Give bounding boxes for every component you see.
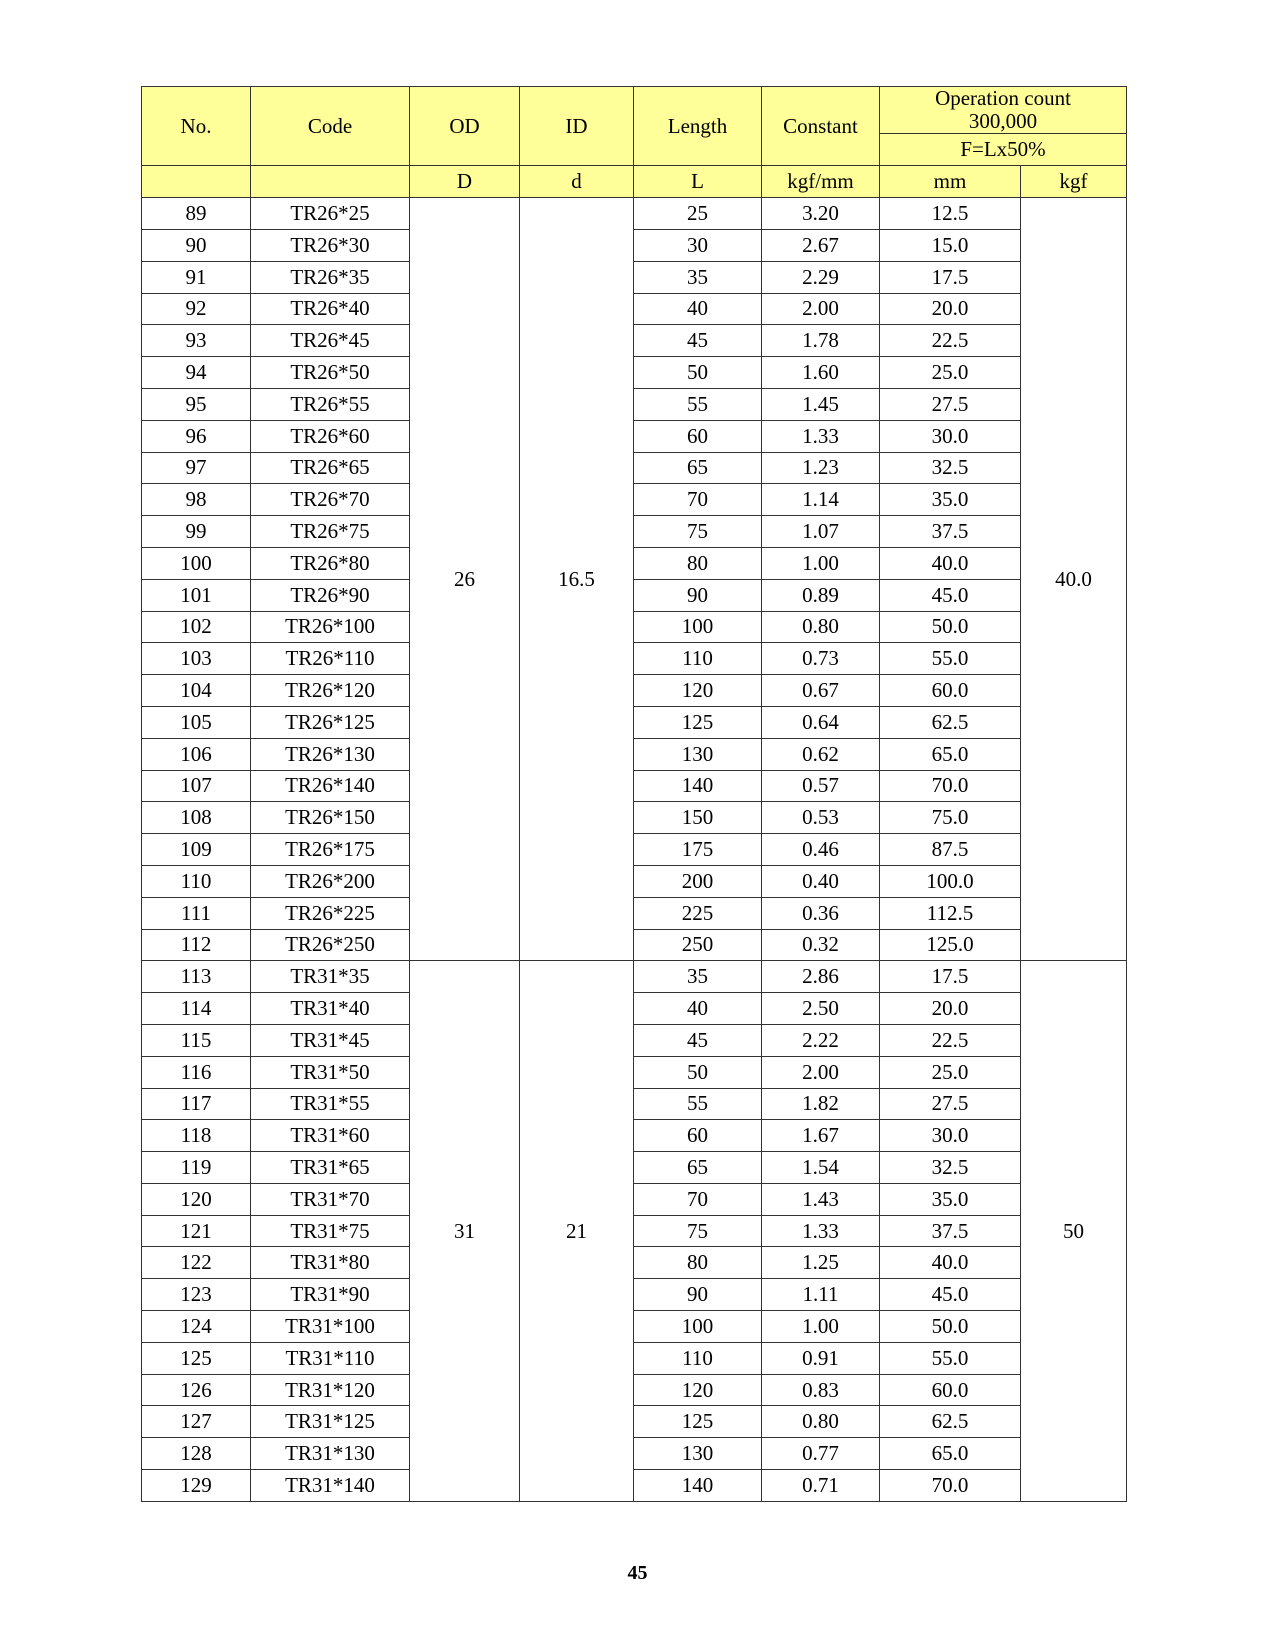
cell-length: 90 — [634, 579, 762, 611]
table-body — [142, 198, 1127, 1502]
cell-deflection: 17.5 — [880, 961, 1021, 993]
cell-length: 50 — [634, 357, 762, 389]
cell-length: 65 — [634, 1152, 762, 1184]
cell-code: TR31*35 — [251, 961, 410, 993]
cell-deflection: 25.0 — [880, 1056, 1021, 1088]
cell-length: 250 — [634, 929, 762, 961]
cell-no: 93 — [142, 325, 251, 357]
table-row — [142, 229, 1127, 261]
operation-count-value: 300,000 — [968, 109, 1038, 134]
cell-no: 102 — [142, 611, 251, 643]
cell-code: TR31*110 — [251, 1342, 410, 1374]
cell-no: 103 — [142, 643, 251, 675]
cell-constant: 0.40 — [762, 865, 880, 897]
header-constant: Constant — [762, 87, 880, 166]
table-row — [142, 1406, 1127, 1438]
cell-deflection: 25.0 — [880, 357, 1021, 389]
cell-no: 111 — [142, 897, 251, 929]
cell-deflection: 17.5 — [880, 261, 1021, 293]
table-row — [142, 993, 1127, 1025]
cell-no: 97 — [142, 452, 251, 484]
cell-code: TR26*120 — [251, 675, 410, 707]
cell-od: 26 — [410, 198, 520, 961]
header-no: No. — [142, 87, 251, 166]
cell-no: 107 — [142, 770, 251, 802]
header-spacer-code — [251, 166, 410, 198]
table-row — [142, 643, 1127, 675]
cell-constant: 1.78 — [762, 325, 880, 357]
page-number: 45 — [627, 1562, 648, 1584]
cell-deflection: 35.0 — [880, 1183, 1021, 1215]
cell-no: 122 — [142, 1247, 251, 1279]
table-row — [142, 961, 1127, 993]
table-row — [142, 738, 1127, 770]
table-row — [142, 547, 1127, 579]
cell-constant: 1.25 — [762, 1247, 880, 1279]
cell-length: 35 — [634, 961, 762, 993]
table-row — [142, 1152, 1127, 1184]
table-row — [142, 865, 1127, 897]
cell-length: 25 — [634, 198, 762, 230]
table-row — [142, 1024, 1127, 1056]
cell-deflection: 75.0 — [880, 802, 1021, 834]
cell-length: 50 — [634, 1056, 762, 1088]
cell-code: TR26*30 — [251, 229, 410, 261]
cell-deflection: 40.0 — [880, 547, 1021, 579]
cell-constant: 1.14 — [762, 484, 880, 516]
cell-length: 45 — [634, 325, 762, 357]
cell-deflection: 12.5 — [880, 198, 1021, 230]
cell-code: TR26*250 — [251, 929, 410, 961]
table-row — [142, 420, 1127, 452]
cell-deflection: 70.0 — [880, 770, 1021, 802]
cell-constant: 0.67 — [762, 675, 880, 707]
cell-constant: 0.89 — [762, 579, 880, 611]
cell-code: TR26*35 — [251, 261, 410, 293]
cell-no: 101 — [142, 579, 251, 611]
cell-length: 130 — [634, 1438, 762, 1470]
cell-deflection: 45.0 — [880, 1279, 1021, 1311]
cell-code: TR31*45 — [251, 1024, 410, 1056]
cell-constant: 0.64 — [762, 706, 880, 738]
cell-length: 35 — [634, 261, 762, 293]
table-row — [142, 516, 1127, 548]
cell-code: TR26*80 — [251, 547, 410, 579]
cell-deflection: 27.5 — [880, 1088, 1021, 1120]
cell-deflection: 55.0 — [880, 643, 1021, 675]
header-formula: F=Lx50% — [880, 134, 1127, 166]
cell-code: TR31*90 — [251, 1279, 410, 1311]
cell-no: 99 — [142, 516, 251, 548]
cell-constant: 0.80 — [762, 1406, 880, 1438]
cell-no: 119 — [142, 1152, 251, 1184]
cell-code: TR26*90 — [251, 579, 410, 611]
cell-no: 89 — [142, 198, 251, 230]
table-row — [142, 834, 1127, 866]
cell-length: 55 — [634, 1088, 762, 1120]
unit-id: d — [520, 166, 634, 198]
cell-constant: 3.20 — [762, 198, 880, 230]
table-row — [142, 1470, 1127, 1502]
table-row — [142, 1247, 1127, 1279]
cell-constant: 0.57 — [762, 770, 880, 802]
cell-deflection: 15.0 — [880, 229, 1021, 261]
cell-length: 125 — [634, 706, 762, 738]
header-od: OD — [410, 87, 520, 166]
header-operation-count — [880, 87, 1127, 134]
header-id: ID — [520, 87, 634, 166]
cell-no: 114 — [142, 993, 251, 1025]
cell-length: 120 — [634, 1374, 762, 1406]
unit-force: kgf — [1021, 166, 1127, 198]
table-row — [142, 675, 1127, 707]
cell-length: 150 — [634, 802, 762, 834]
cell-constant: 0.53 — [762, 802, 880, 834]
cell-no: 91 — [142, 261, 251, 293]
cell-no: 96 — [142, 420, 251, 452]
cell-no: 116 — [142, 1056, 251, 1088]
header-spacer-no — [142, 166, 251, 198]
cell-code: TR31*140 — [251, 1470, 410, 1502]
cell-constant: 1.07 — [762, 516, 880, 548]
cell-code: TR26*70 — [251, 484, 410, 516]
cell-deflection: 100.0 — [880, 865, 1021, 897]
cell-length: 110 — [634, 1342, 762, 1374]
cell-code: TR31*50 — [251, 1056, 410, 1088]
table-row — [142, 484, 1127, 516]
cell-no: 117 — [142, 1088, 251, 1120]
table-row — [142, 452, 1127, 484]
cell-id: 16.5 — [520, 198, 634, 961]
cell-code: TR26*60 — [251, 420, 410, 452]
cell-code: TR31*75 — [251, 1215, 410, 1247]
cell-constant: 2.00 — [762, 293, 880, 325]
header-length: Length — [634, 87, 762, 166]
table-row — [142, 1279, 1127, 1311]
cell-constant: 2.86 — [762, 961, 880, 993]
cell-code: TR26*225 — [251, 897, 410, 929]
cell-length: 70 — [634, 484, 762, 516]
cell-code: TR26*50 — [251, 357, 410, 389]
table-row — [142, 706, 1127, 738]
table-row — [142, 929, 1127, 961]
cell-deflection: 30.0 — [880, 420, 1021, 452]
table-row — [142, 1342, 1127, 1374]
cell-deflection: 27.5 — [880, 388, 1021, 420]
cell-length: 45 — [634, 1024, 762, 1056]
cell-constant: 1.82 — [762, 1088, 880, 1120]
cell-length: 200 — [634, 865, 762, 897]
cell-no: 126 — [142, 1374, 251, 1406]
cell-constant: 2.29 — [762, 261, 880, 293]
cell-constant: 1.45 — [762, 388, 880, 420]
cell-length: 40 — [634, 293, 762, 325]
cell-no: 95 — [142, 388, 251, 420]
cell-no: 123 — [142, 1279, 251, 1311]
table-row — [142, 1311, 1127, 1343]
table-row — [142, 357, 1127, 389]
cell-constant: 2.22 — [762, 1024, 880, 1056]
cell-code: TR26*75 — [251, 516, 410, 548]
cell-no: 104 — [142, 675, 251, 707]
table-row — [142, 579, 1127, 611]
cell-no: 112 — [142, 929, 251, 961]
cell-no: 90 — [142, 229, 251, 261]
cell-constant: 0.73 — [762, 643, 880, 675]
cell-code: TR26*125 — [251, 706, 410, 738]
cell-constant: 0.77 — [762, 1438, 880, 1470]
cell-code: TR31*80 — [251, 1247, 410, 1279]
cell-id: 21 — [520, 961, 634, 1502]
cell-force: 50 — [1021, 961, 1127, 1502]
cell-code: TR31*65 — [251, 1152, 410, 1184]
cell-code: TR26*55 — [251, 388, 410, 420]
cell-constant: 0.46 — [762, 834, 880, 866]
operation-count-label: Operation count — [935, 86, 1071, 110]
cell-code: TR31*125 — [251, 1406, 410, 1438]
cell-deflection: 35.0 — [880, 484, 1021, 516]
cell-constant: 1.00 — [762, 1311, 880, 1343]
cell-deflection: 70.0 — [880, 1470, 1021, 1502]
cell-no: 125 — [142, 1342, 251, 1374]
cell-constant: 0.32 — [762, 929, 880, 961]
cell-no: 109 — [142, 834, 251, 866]
cell-length: 55 — [634, 388, 762, 420]
cell-code: TR26*110 — [251, 643, 410, 675]
cell-length: 75 — [634, 1215, 762, 1247]
cell-constant: 2.50 — [762, 993, 880, 1025]
table-row — [142, 1215, 1127, 1247]
cell-length: 125 — [634, 1406, 762, 1438]
cell-deflection: 65.0 — [880, 738, 1021, 770]
cell-length: 60 — [634, 1120, 762, 1152]
unit-length: L — [634, 166, 762, 198]
cell-constant: 0.91 — [762, 1342, 880, 1374]
cell-length: 60 — [634, 420, 762, 452]
cell-no: 106 — [142, 738, 251, 770]
cell-deflection: 125.0 — [880, 929, 1021, 961]
cell-length: 100 — [634, 1311, 762, 1343]
cell-length: 65 — [634, 452, 762, 484]
cell-no: 115 — [142, 1024, 251, 1056]
cell-deflection: 60.0 — [880, 675, 1021, 707]
cell-code: TR26*130 — [251, 738, 410, 770]
header-code: Code — [251, 87, 410, 166]
cell-deflection: 22.5 — [880, 1024, 1021, 1056]
cell-code: TR31*130 — [251, 1438, 410, 1470]
cell-constant: 2.00 — [762, 1056, 880, 1088]
table-row — [142, 897, 1127, 929]
cell-code: TR26*200 — [251, 865, 410, 897]
cell-length: 70 — [634, 1183, 762, 1215]
cell-code: TR31*70 — [251, 1183, 410, 1215]
cell-constant: 0.80 — [762, 611, 880, 643]
table-row — [142, 293, 1127, 325]
cell-constant: 1.00 — [762, 547, 880, 579]
cell-constant: 2.67 — [762, 229, 880, 261]
table-row — [142, 611, 1127, 643]
cell-constant: 1.43 — [762, 1183, 880, 1215]
table-row — [142, 1088, 1127, 1120]
cell-length: 140 — [634, 770, 762, 802]
cell-deflection: 50.0 — [880, 1311, 1021, 1343]
cell-length: 80 — [634, 1247, 762, 1279]
cell-no: 98 — [142, 484, 251, 516]
cell-constant: 0.83 — [762, 1374, 880, 1406]
cell-length: 80 — [634, 547, 762, 579]
table-row — [142, 388, 1127, 420]
cell-no: 108 — [142, 802, 251, 834]
cell-deflection: 45.0 — [880, 579, 1021, 611]
cell-deflection: 30.0 — [880, 1120, 1021, 1152]
cell-length: 175 — [634, 834, 762, 866]
cell-code: TR26*45 — [251, 325, 410, 357]
cell-no: 110 — [142, 865, 251, 897]
cell-code: TR26*40 — [251, 293, 410, 325]
cell-deflection: 112.5 — [880, 897, 1021, 929]
cell-no: 113 — [142, 961, 251, 993]
unit-od: D — [410, 166, 520, 198]
table-row — [142, 261, 1127, 293]
cell-constant: 1.60 — [762, 357, 880, 389]
table-row — [142, 1120, 1127, 1152]
cell-constant: 1.23 — [762, 452, 880, 484]
unit-constant: kgf/mm — [762, 166, 880, 198]
table-row — [142, 1183, 1127, 1215]
cell-length: 30 — [634, 229, 762, 261]
cell-constant: 1.33 — [762, 1215, 880, 1247]
cell-no: 129 — [142, 1470, 251, 1502]
table-row — [142, 1374, 1127, 1406]
cell-deflection: 60.0 — [880, 1374, 1021, 1406]
table-row — [142, 1438, 1127, 1470]
cell-no: 121 — [142, 1215, 251, 1247]
cell-length: 130 — [634, 738, 762, 770]
cell-force: 40.0 — [1021, 198, 1127, 961]
cell-no: 100 — [142, 547, 251, 579]
cell-constant: 0.36 — [762, 897, 880, 929]
cell-no: 118 — [142, 1120, 251, 1152]
table-row — [142, 802, 1127, 834]
cell-code: TR26*175 — [251, 834, 410, 866]
cell-no: 120 — [142, 1183, 251, 1215]
cell-code: TR26*65 — [251, 452, 410, 484]
spring-spec-table — [141, 86, 1127, 1502]
cell-deflection: 65.0 — [880, 1438, 1021, 1470]
cell-code: TR31*40 — [251, 993, 410, 1025]
cell-deflection: 62.5 — [880, 706, 1021, 738]
cell-deflection: 62.5 — [880, 1406, 1021, 1438]
cell-code: TR31*100 — [251, 1311, 410, 1343]
cell-deflection: 20.0 — [880, 293, 1021, 325]
cell-code: TR26*140 — [251, 770, 410, 802]
cell-length: 90 — [634, 1279, 762, 1311]
table-row — [142, 770, 1127, 802]
cell-code: TR26*25 — [251, 198, 410, 230]
cell-code: TR26*100 — [251, 611, 410, 643]
cell-code: TR31*55 — [251, 1088, 410, 1120]
cell-code: TR31*120 — [251, 1374, 410, 1406]
cell-no: 105 — [142, 706, 251, 738]
cell-code: TR26*150 — [251, 802, 410, 834]
cell-od: 31 — [410, 961, 520, 1502]
cell-constant: 1.67 — [762, 1120, 880, 1152]
cell-constant: 0.71 — [762, 1470, 880, 1502]
cell-constant: 1.11 — [762, 1279, 880, 1311]
cell-constant: 0.62 — [762, 738, 880, 770]
cell-constant: 1.33 — [762, 420, 880, 452]
cell-constant: 1.54 — [762, 1152, 880, 1184]
cell-deflection: 37.5 — [880, 1215, 1021, 1247]
unit-deflection: mm — [880, 166, 1021, 198]
cell-deflection: 32.5 — [880, 1152, 1021, 1184]
cell-length: 40 — [634, 993, 762, 1025]
cell-length: 110 — [634, 643, 762, 675]
cell-deflection: 87.5 — [880, 834, 1021, 866]
cell-no: 127 — [142, 1406, 251, 1438]
table-row — [142, 325, 1127, 357]
cell-length: 120 — [634, 675, 762, 707]
cell-deflection: 32.5 — [880, 452, 1021, 484]
table-row — [142, 198, 1127, 230]
cell-length: 140 — [634, 1470, 762, 1502]
table-row — [142, 1056, 1127, 1088]
cell-length: 225 — [634, 897, 762, 929]
cell-deflection: 55.0 — [880, 1342, 1021, 1374]
cell-deflection: 40.0 — [880, 1247, 1021, 1279]
cell-length: 75 — [634, 516, 762, 548]
cell-code: TR31*60 — [251, 1120, 410, 1152]
cell-deflection: 20.0 — [880, 993, 1021, 1025]
cell-deflection: 22.5 — [880, 325, 1021, 357]
cell-deflection: 50.0 — [880, 611, 1021, 643]
cell-length: 100 — [634, 611, 762, 643]
cell-no: 92 — [142, 293, 251, 325]
cell-no: 124 — [142, 1311, 251, 1343]
cell-no: 128 — [142, 1438, 251, 1470]
cell-no: 94 — [142, 357, 251, 389]
cell-deflection: 37.5 — [880, 516, 1021, 548]
